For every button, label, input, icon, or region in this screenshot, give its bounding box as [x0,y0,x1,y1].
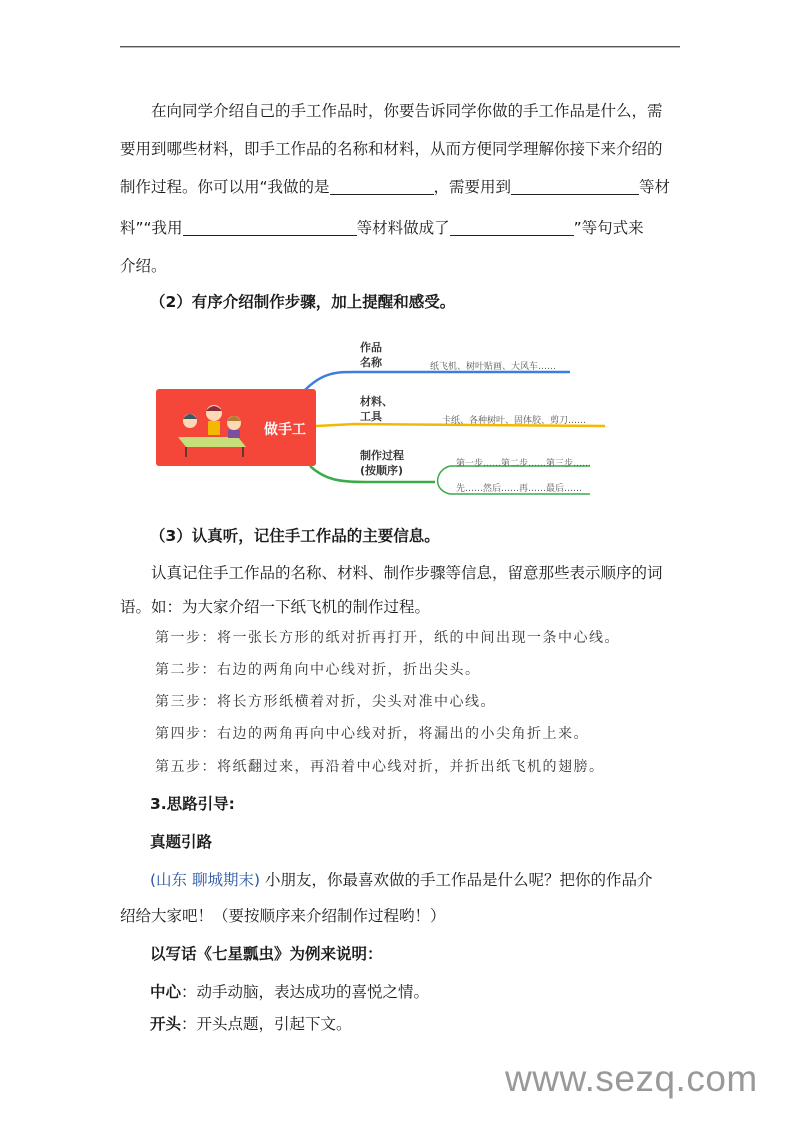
branch-materials-tools: 材料、 工具 [360,395,393,423]
opening-label: 开头 [150,1015,182,1033]
blank-result[interactable] [450,219,574,236]
question-line-2: 绍给大家吧！（要按顺序来介绍制作过程哟！） [120,907,446,925]
leaf-process-sequence: 先……然后……再……最后…… [456,484,583,494]
intro-line-3-a: 制作过程。你可以用“我做的是 [120,178,330,196]
intro-line-5: 介绍。 [120,257,167,275]
intro-line-3-c: 等材 [639,178,671,196]
intro-line-1: 在向同学介绍自己的手工作品时，你要告诉同学你做的手工作品是什么，需 [151,102,663,120]
section-3-line-2: 语。如：为大家介绍一下纸飞机的制作过程。 [120,598,431,616]
question-line-1 [150,870,710,890]
mind-map-center-node [156,389,316,466]
real-question-heading: 真题引路 [150,833,213,851]
center-label: 中心 [150,983,182,1001]
thinking-heading: 3.思路引导: [150,795,235,813]
section-2-heading: （2）有序介绍制作步骤，加上提醒和感受。 [150,293,456,311]
question-text-1: 小朋友，你最喜欢做的手工作品是什么呢？把你的作品介 [260,871,653,889]
header-rule [120,46,680,48]
leaf-materials-examples: 卡纸、各种树叶、固体胶、剪刀…… [442,416,587,426]
blank-work-name[interactable] [330,178,434,195]
section-3-line-1: 认真记住手工作品的名称、材料、制作步骤等信息，留意那些表示顺序的词 [151,564,663,582]
question-source: (山东 聊城期末) [150,871,261,889]
leaf-work-examples: 纸飞机、树叶贴画、大风车…… [430,362,557,372]
step-4: 第四步：右边的两角再向中心线对折，将漏出的小尖角折上来。 [155,726,589,742]
intro-line-4 [120,218,680,238]
opening-text: ：开头点题，引起下文。 [181,1015,352,1033]
intro-line-4-b: 等材料做成了 [356,219,450,237]
step-3: 第三步：将长方形纸横着对折，尖头对准中心线。 [155,694,496,710]
blank-materials-used[interactable] [183,219,357,236]
opening-row [150,1014,710,1034]
intro-line-2: 要用到哪些材料，即手工作品的名称和材料，从而方便同学理解你接下来介绍的 [120,140,663,158]
example-heading: 以写话《七星瓢虫》为例来说明： [150,945,383,963]
mind-map-center-label: 做手工 [264,422,306,438]
intro-line-3-b: ，需要用到 [433,178,512,196]
mind-map [150,330,620,510]
blank-materials[interactable] [511,178,639,195]
branch-work-name: 作品 名称 [360,341,382,369]
center-text: ：动手动脑，表达成功的喜悦之情。 [181,983,430,1001]
intro-line-4-c: ”等句式来 [573,219,644,237]
center-row [150,982,710,1002]
step-1: 第一步：将一张长方形的纸对折再打开，纸的中间出现一条中心线。 [155,630,620,646]
watermark: www.sezq.com [505,1058,758,1099]
branch-process: 制作过程 (按顺序) [360,449,404,477]
section-3-heading: （3）认真听，记住手工作品的主要信息。 [150,527,440,545]
intro-line-4-a: 料”“我用 [120,219,183,237]
leaf-process-steps: 第一步……第二步……第三步…… [456,459,592,469]
intro-line-3 [120,177,680,197]
children-crafting-icon [168,399,258,459]
step-5: 第五步：将纸翻过来，再沿着中心线对折，并折出纸飞机的翅膀。 [155,759,605,775]
step-2: 第二步：右边的两角向中心线对折，折出尖头。 [155,662,481,678]
